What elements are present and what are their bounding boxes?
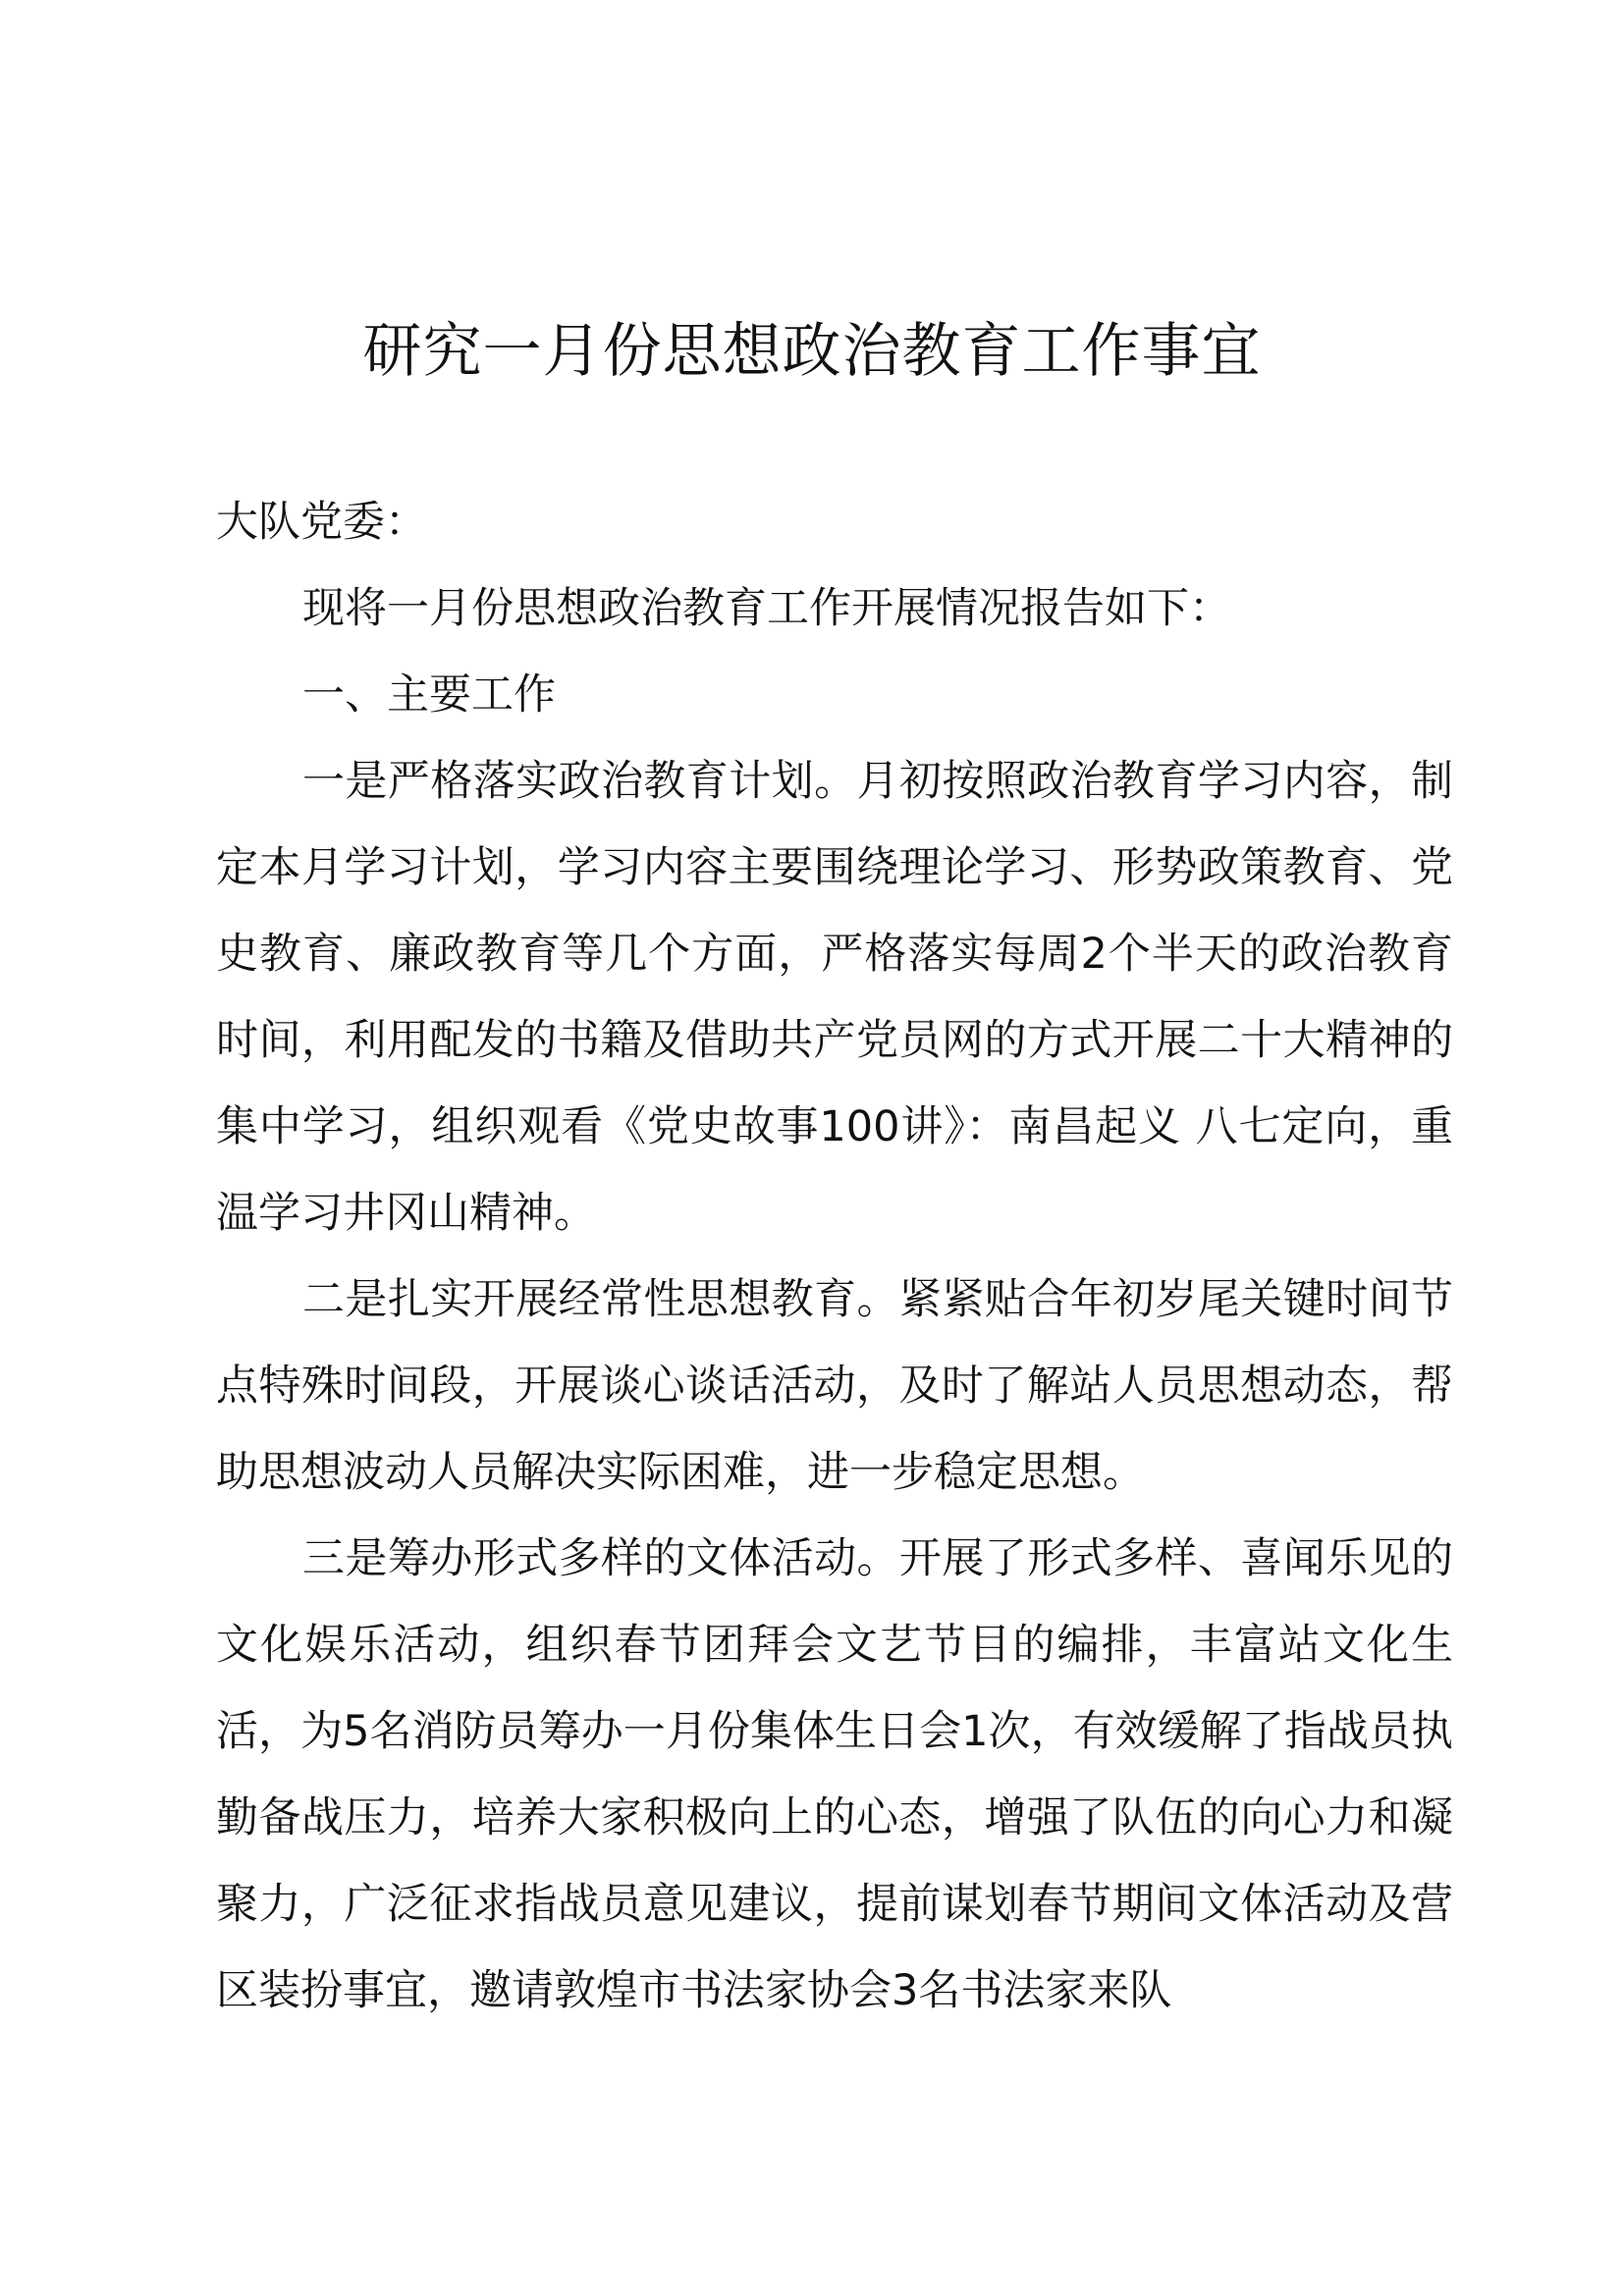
section-heading: 一、主要工作	[302, 670, 556, 720]
document-body	[216, 479, 1453, 2034]
paragraph-1: 一是严格落实政治教育计划。月初按照政治教育学习内容，制定本月学习计划，学习内容主要围绕理论学习、形势政策教育、党史教育、廉政教育等几个方面，严格落实每周2个半天的政治教育时间，利用配发的书籍及借助共产党员网的方式开展二十大精神的集中学习，组织观看《党史故事100讲》：南昌起义 八七定向，重温学习井冈山精神。	[216, 757, 1453, 1238]
paragraph-2: 二是扎实开展经常性思想教育。紧紧贴合年初岁尾关键时间节点特殊时间段，开展谈心谈话活动，及时了解站人员思想动态，帮助思想波动人员解决实际困难，进一步稳定思想。	[216, 1275, 1453, 1497]
intro-paragraph: 现将一月份思想政治教育工作开展情况报告如下：	[302, 584, 1231, 633]
salutation: 大队党委：	[216, 498, 427, 547]
document-title: 研究一月份思想政治教育工作事宜	[362, 317, 1262, 386]
paragraph-3: 三是筹办形式多样的文体活动。开展了形式多样、喜闻乐见的文化娱乐活动，组织春节团拜会文艺节目的编排，丰富站文化生活，为5名消防员筹办一月份集体生日会1次，有效缓解了指战员执勤备战压力，培养大家积极向上的心态，增强了队伍的向心力和凝聚力，广泛征求指战员意见建议，提前谋划春节期间文体活动及营区装扮事宜，邀请敦煌市书法家协会3名书法家来队	[216, 1534, 1453, 2015]
